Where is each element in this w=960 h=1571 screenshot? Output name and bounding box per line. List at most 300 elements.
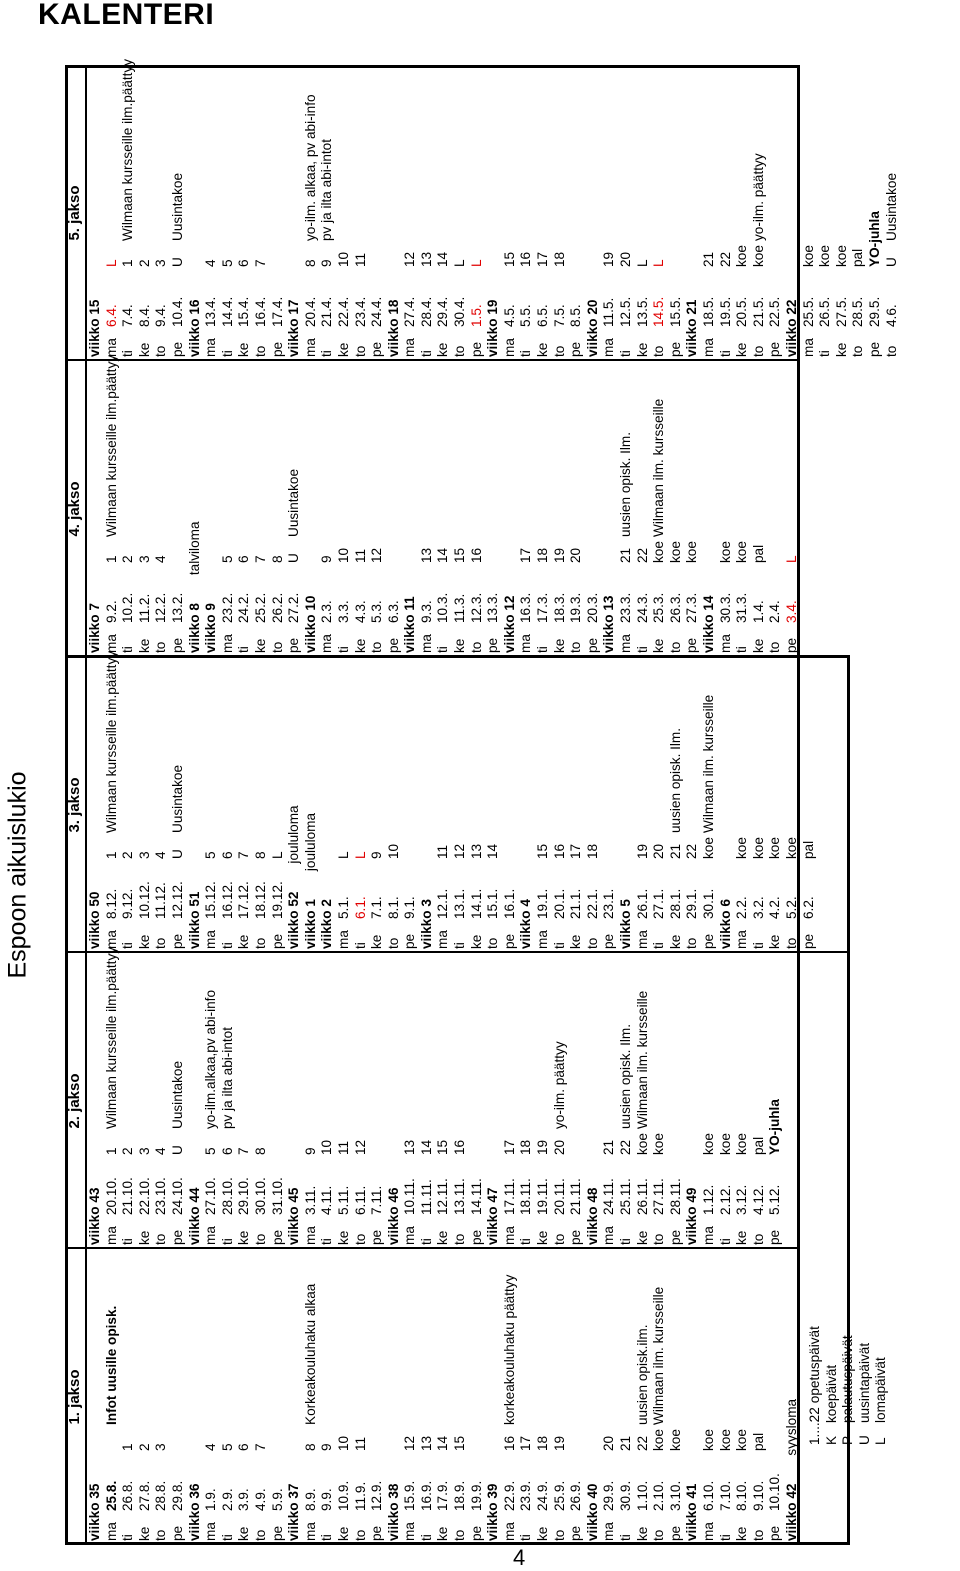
day-row [568, 953, 585, 1249]
weekday: pe [369, 341, 385, 357]
legend-key: 1....22 [807, 1407, 822, 1445]
week-row [386, 1249, 403, 1545]
weekday: pe [866, 341, 882, 357]
day-code: 11 [335, 1140, 351, 1155]
day-row [751, 1249, 768, 1545]
date: 16.9. [418, 1480, 434, 1511]
day-row [319, 1249, 336, 1545]
date: 19.3. [568, 592, 584, 623]
weekday: pe [402, 933, 418, 949]
date: 2.9. [219, 1488, 235, 1511]
date: 2.4. [767, 600, 783, 623]
day-code: 8 [269, 555, 285, 563]
day-code: koe [750, 837, 766, 859]
weekday: ma [535, 930, 551, 949]
weekday: pe [700, 933, 716, 949]
weekday: ke [535, 1230, 551, 1245]
date: 3.3. [335, 600, 351, 623]
week-label: viikko 41 [684, 1483, 700, 1541]
weekday: ti [418, 1534, 434, 1541]
day-row [435, 953, 452, 1249]
day-code: 9 [319, 259, 335, 267]
day-row [236, 657, 253, 953]
week-row [87, 65, 104, 361]
weekday: ti [120, 1238, 136, 1245]
date: 23.3. [618, 592, 633, 623]
day-row [452, 657, 469, 953]
weekday: pe [369, 1525, 385, 1541]
day-row [319, 65, 336, 361]
day-code: 7 [236, 1147, 252, 1155]
day-note: Wilmaan kursseille ilm.päättyy [103, 354, 119, 537]
day-row [734, 657, 751, 953]
date: 19.11. [535, 1178, 551, 1215]
week-row [286, 953, 303, 1249]
week-row [87, 361, 104, 657]
week-label: viikko 51 [186, 891, 202, 949]
weekday: ke [535, 342, 551, 357]
weekday: ma [700, 338, 716, 357]
weekday: to [485, 937, 501, 949]
day-code: 9 [369, 851, 385, 859]
weekday: pe [501, 933, 517, 949]
day-row [120, 1249, 137, 1545]
day-row [353, 1249, 370, 1545]
week-label: viikko 1 [302, 899, 318, 949]
date: 27.3. [684, 592, 700, 623]
weekday: to [651, 345, 667, 357]
day-code: 2 [136, 1443, 152, 1451]
day-row [170, 953, 187, 1249]
week-note: joululoma [302, 812, 318, 872]
day-code: 3 [153, 1443, 169, 1451]
day-row [435, 361, 452, 657]
period-header: 2. jakso [65, 953, 87, 1249]
weekday: pe [684, 637, 700, 653]
date: 10.2. [120, 592, 136, 623]
date: 27.4. [402, 296, 418, 327]
day-row [103, 354, 121, 657]
date: 23.1. [601, 888, 617, 919]
day-row [784, 657, 801, 953]
weekday: ke [236, 1526, 252, 1541]
day-code: 14 [435, 547, 451, 563]
date: 22.10. [136, 1177, 152, 1215]
date: 7.5. [551, 304, 567, 327]
date: 6.2. [800, 896, 816, 919]
day-code: koe [651, 1429, 667, 1451]
weekday: ke [551, 638, 567, 653]
day-code: 11 [352, 548, 368, 563]
day-code: 1 [120, 259, 136, 267]
weekday: ma [219, 634, 235, 653]
weekday: ke [435, 1230, 451, 1245]
day-code: 7 [252, 555, 268, 563]
day-code: koe [734, 1133, 750, 1155]
day-note: yo-ilm. päättyy [750, 153, 766, 241]
day-code [469, 1425, 486, 1451]
week-row [87, 657, 104, 953]
day-row [203, 657, 220, 953]
week-note: syysloma [783, 1398, 799, 1456]
day-code: 11 [352, 1436, 368, 1451]
weekday: ti [219, 350, 235, 357]
day-code: 8 [302, 1443, 318, 1451]
week-label: viikko 7 [87, 603, 102, 653]
day-code [170, 1425, 187, 1451]
week-row [784, 65, 801, 361]
weekday: ke [634, 342, 650, 357]
day-row [270, 1249, 287, 1545]
day-row [469, 1249, 486, 1545]
date: 26.11. [634, 1178, 650, 1215]
day-row [552, 1249, 569, 1545]
date: 8.9. [302, 1488, 318, 1511]
week-label: viikko 48 [584, 1187, 600, 1245]
weekday: ti [651, 942, 667, 949]
date: 2.10. [651, 1480, 667, 1511]
day-code: pal [750, 1432, 766, 1451]
day-code: U [169, 257, 185, 267]
day-code: koe [717, 1133, 733, 1155]
weekday: ke [667, 934, 683, 949]
day-row [353, 657, 370, 953]
week-row [303, 361, 320, 657]
week-row [187, 361, 204, 657]
day-note: Wilmaan kursseille ilm.päättyy [103, 650, 119, 833]
date: 2.12. [717, 1184, 733, 1215]
date: 5.3. [369, 600, 385, 623]
weekday: pe [169, 1229, 185, 1245]
day-code [402, 833, 419, 859]
date: 8.1. [385, 896, 401, 919]
week-row [402, 361, 419, 657]
week-label: viikko 39 [485, 1483, 501, 1541]
date: 2.2. [734, 896, 750, 919]
week-row [303, 657, 320, 953]
weekday: ti [352, 942, 368, 949]
date: 3.10. [667, 1480, 683, 1511]
date: 19.12. [269, 881, 285, 919]
week-label: viikko 4 [518, 899, 534, 949]
day-code [568, 1425, 585, 1451]
day-row [684, 361, 701, 657]
day-code: 1 [103, 555, 119, 563]
date: 20.10. [103, 1177, 119, 1215]
day-code: koe [717, 1429, 733, 1451]
date: 28.8. [153, 1480, 169, 1511]
day-note: Wilmaan ilm. kursseille [651, 1286, 667, 1425]
legend-label: palautuspäivät [840, 1335, 856, 1423]
day-row [668, 65, 685, 361]
weekday: pe [667, 1525, 683, 1541]
weekday: ma [501, 338, 517, 357]
legend-key: L [873, 1437, 889, 1445]
day-row [469, 361, 486, 657]
day-code [369, 241, 386, 267]
weekday: ti [319, 350, 335, 357]
weekday: ti [518, 1238, 534, 1245]
day-code: 5 [219, 555, 235, 563]
day-code: 4 [203, 259, 219, 267]
week-row [286, 1249, 303, 1545]
day-code: 12 [402, 251, 418, 267]
date: 20.1. [551, 888, 567, 919]
day-note: uusien opisk. Ilm. [618, 1023, 633, 1129]
weekday: ke [634, 1526, 650, 1541]
day-row [535, 65, 552, 361]
day-row [253, 65, 270, 361]
day-row [120, 657, 137, 953]
weekday: to [651, 1233, 667, 1245]
weekday: ma [601, 338, 617, 357]
date: 12.12. [169, 881, 185, 919]
day-row [435, 65, 452, 361]
weekday: ma [501, 1522, 517, 1541]
date: 4.11. [319, 1185, 335, 1215]
day-code: 10 [335, 251, 351, 267]
day-row [718, 361, 735, 657]
day-row [104, 65, 121, 361]
day-code: 21 [700, 251, 716, 267]
day-row [502, 1249, 519, 1545]
date: 11.3. [452, 593, 468, 623]
weekday: ma [302, 338, 318, 357]
day-code: L [269, 851, 285, 859]
day-code: 1 [120, 1443, 136, 1451]
date: 30.3. [717, 592, 733, 623]
day-code: 16 [452, 1139, 468, 1155]
day-row [518, 361, 535, 657]
day-code [767, 537, 784, 563]
day-row [137, 953, 154, 1249]
day-row [353, 953, 370, 1249]
legend-item [857, 1326, 874, 1445]
day-code [270, 1425, 287, 1451]
weekday: ti [120, 646, 136, 653]
weekday: pe [286, 637, 302, 653]
weekday: to [750, 345, 766, 357]
day-code: 19 [551, 547, 567, 563]
date: 11.9. [352, 1481, 368, 1511]
weekday: ti [618, 1534, 633, 1541]
weekday: ke [236, 1230, 252, 1245]
day-row [767, 953, 784, 1249]
day-row [319, 953, 336, 1249]
week-label: viikko 47 [485, 1187, 501, 1245]
date: 26.2. [269, 592, 285, 623]
day-code [270, 1129, 287, 1155]
weekday: ke [136, 638, 152, 653]
weekday: ke [833, 342, 849, 357]
day-code: 7 [236, 851, 252, 859]
day-code [485, 537, 502, 563]
weekday: pe [169, 637, 185, 653]
week-row [784, 1249, 801, 1545]
weekday: to [468, 641, 484, 653]
date: 26.1. [634, 888, 650, 919]
week-row [286, 65, 303, 361]
day-code: 2 [120, 1147, 136, 1155]
week-label: viikko 8 [186, 603, 202, 653]
date: 6.10. [700, 1480, 716, 1511]
date: 13.2. [169, 592, 185, 623]
period-header: 1. jakso [65, 1249, 87, 1545]
day-code [104, 1425, 121, 1451]
weekday: ti [717, 350, 733, 357]
week-row [319, 657, 336, 953]
day-code: 20 [618, 251, 633, 267]
day-row [353, 65, 370, 361]
day-code: koe [734, 541, 750, 563]
day-row [220, 65, 237, 361]
day-row [369, 65, 386, 361]
day-row [236, 65, 253, 361]
week-label: viikko 45 [286, 1187, 302, 1245]
period-column [65, 1249, 801, 1545]
date: 22.1. [584, 888, 600, 919]
day-code: 8 [302, 259, 318, 267]
day-code: 2 [136, 259, 152, 267]
week-label: viikko 49 [684, 1187, 700, 1245]
week-label: viikko 35 [87, 1483, 102, 1541]
week-row [585, 1249, 602, 1545]
day-code: 16 [518, 251, 534, 267]
week-label: viikko 17 [286, 299, 302, 357]
day-code: 15 [435, 1139, 451, 1155]
weekday: ti [535, 646, 551, 653]
day-row [103, 650, 121, 953]
day-code: 18 [584, 843, 600, 859]
weekday: ma [402, 1226, 418, 1245]
day-row [734, 361, 751, 657]
day-row [170, 65, 187, 361]
date: 15.12. [203, 881, 219, 919]
date: 25.9. [551, 1480, 567, 1511]
week-label: viikko 15 [87, 299, 102, 357]
day-code: koe [734, 245, 750, 267]
date: 12.2. [153, 592, 169, 623]
weekday: ke [734, 1230, 750, 1245]
day-row [502, 65, 519, 361]
date: 9.4. [153, 304, 169, 327]
week-note: talviloma [186, 521, 202, 576]
date: 14.5. [651, 296, 667, 327]
day-note: korkeakouluhaku päättyy [501, 1274, 517, 1425]
day-row [303, 65, 320, 361]
day-row [585, 361, 602, 657]
day-code: YO-juhla [866, 211, 882, 267]
date: 8.12. [103, 888, 119, 919]
weekday: ti [335, 646, 351, 653]
weekday: ma [501, 1226, 517, 1245]
day-code [767, 1425, 784, 1451]
day-code: 18 [535, 1435, 551, 1451]
legend-item [824, 1326, 841, 1445]
weekday: ti [734, 646, 750, 653]
day-row [718, 1249, 735, 1545]
day-row [369, 657, 386, 953]
day-row [867, 65, 884, 361]
weekday: to [153, 641, 169, 653]
date: 1.9. [203, 1488, 219, 1511]
date: 30.4. [452, 296, 468, 327]
day-code: 11 [352, 252, 368, 267]
week-label: viikko 52 [286, 891, 302, 949]
date: 11.5. [601, 297, 617, 327]
day-row [419, 65, 436, 361]
weekday: to [883, 345, 899, 357]
weekday: ma [800, 338, 816, 357]
weekday: ti [435, 646, 451, 653]
day-row [452, 953, 469, 1249]
day-row [419, 953, 436, 1249]
weekday: ma [103, 338, 119, 357]
day-code: koe [651, 1133, 667, 1155]
day-row [137, 361, 154, 657]
day-row [485, 657, 502, 953]
day-row [734, 953, 751, 1249]
date: 31.10. [269, 1177, 285, 1215]
day-row [469, 65, 486, 361]
date: 14.4. [219, 296, 235, 327]
weekday: to [452, 1233, 468, 1245]
day-code: 6 [236, 1443, 252, 1451]
weekday: pe [584, 637, 600, 653]
weekday: ma [335, 930, 351, 949]
date: 26.9. [568, 1480, 584, 1511]
day-row [303, 1249, 320, 1545]
weekday: ti [219, 1534, 235, 1541]
date: 25.2. [252, 592, 268, 623]
date: 25.11. [618, 1178, 633, 1215]
weekday: to [551, 1529, 567, 1541]
date: 12.5. [618, 296, 633, 327]
weekday: ke [435, 1526, 451, 1541]
day-note: yo-ilm.alkaa,pv abi-info [203, 989, 219, 1129]
day-row [153, 361, 170, 657]
date: 23.2. [219, 592, 235, 623]
weekday: to [850, 345, 866, 357]
weekday: ma [418, 634, 434, 653]
day-code: L [468, 259, 484, 267]
day-row [701, 1249, 718, 1545]
weekday: ma [203, 1522, 219, 1541]
date: 12.11. [435, 1178, 451, 1215]
weekday: pe [667, 1229, 683, 1245]
weekday: pe [369, 1229, 385, 1245]
date: 18.9. [452, 1480, 468, 1511]
date: 17.11. [501, 1178, 517, 1215]
weekday: to [385, 937, 401, 949]
day-code: 2 [120, 851, 136, 859]
day-code: 12 [352, 1139, 368, 1155]
weekday: ma [402, 1522, 418, 1541]
date: 3.4. [783, 600, 799, 623]
weekday: to [153, 937, 169, 949]
day-row [419, 1249, 436, 1545]
weekday: to [252, 937, 268, 949]
weekday: ti [120, 350, 136, 357]
date: 29.9. [601, 1480, 617, 1511]
day-row [270, 953, 287, 1249]
day-row [402, 1249, 419, 1545]
day-code: 15 [535, 843, 551, 859]
weekday: pe [269, 1229, 285, 1245]
day-note: Infot uusille opisk. [103, 1305, 119, 1425]
weekday: to [153, 345, 169, 357]
day-code: 17 [568, 843, 584, 859]
